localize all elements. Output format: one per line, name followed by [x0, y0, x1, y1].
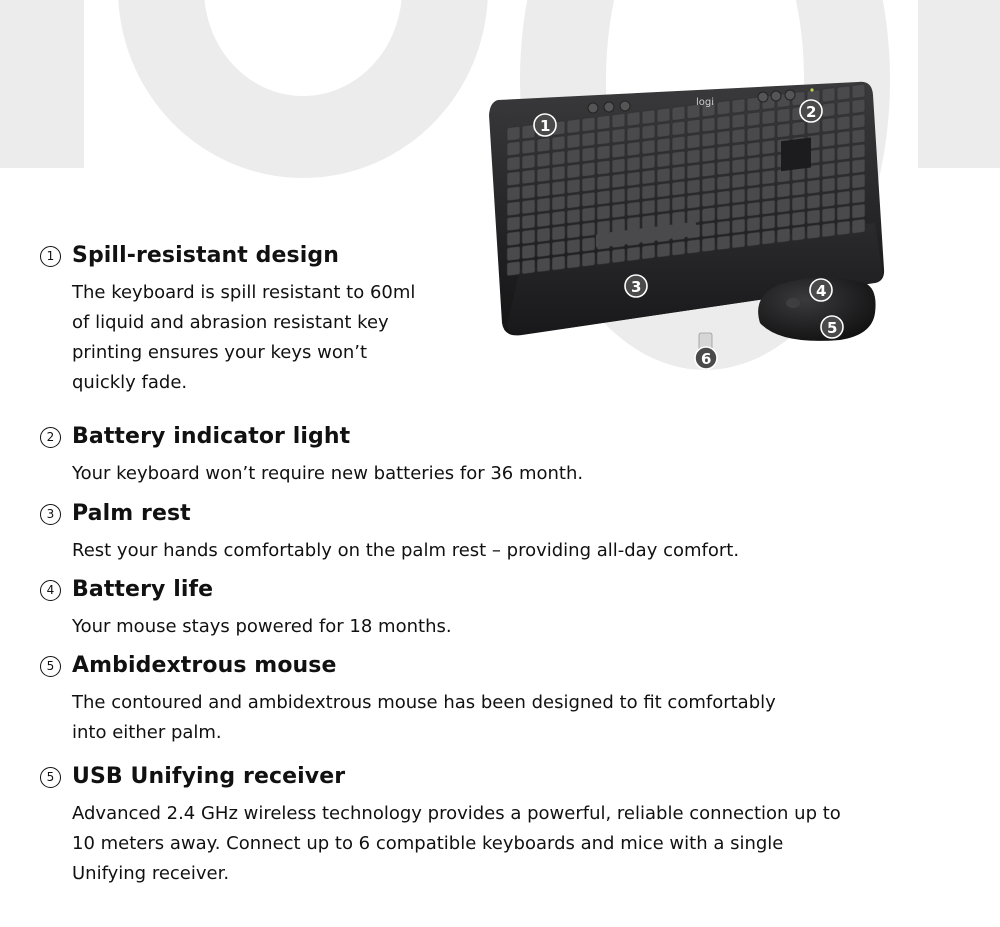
svg-text:6: 6 [701, 350, 712, 368]
feature-description: Your mouse stays powered for 18 months. [72, 616, 452, 637]
marker-4 [810, 279, 832, 301]
feature-description: Your keyboard won’t require new batteries for 36 month. [72, 463, 584, 484]
marker-5 [821, 316, 843, 338]
brand-logo: logi [696, 97, 715, 108]
feature-description: Rest your hands comfortably on the palm rest – providing all-day comfort. [72, 540, 740, 561]
svg-text:2: 2 [806, 103, 817, 121]
background-digit-right-edge [918, 0, 1000, 168]
feature-title: Battery life [72, 577, 214, 602]
feature-title: Ambidextrous mouse [72, 653, 337, 678]
product-image [480, 75, 900, 375]
feature-number: 2 [40, 427, 61, 448]
feature-description: The contoured and ambidextrous mouse has been designed to fit comfortably into either palm. [72, 692, 776, 743]
feature-number: 5 [40, 656, 61, 677]
marker-3 [625, 275, 647, 297]
feature-number: 5 [40, 767, 61, 788]
svg-text:3: 3 [631, 278, 642, 296]
feature-number: 4 [40, 580, 61, 601]
battery-indicator-light [810, 88, 813, 91]
scroll-wheel [786, 298, 800, 308]
feature-number: 1 [40, 246, 61, 267]
background-digit-zero-1 [118, 0, 488, 178]
feature-description: The keyboard is spill resistant to 60ml of liquid and abrasion resistant key printing ensures your keys won’t quickly fade. [72, 282, 416, 393]
feature-number: 3 [40, 504, 61, 525]
feature-title: Battery indicator light [72, 424, 351, 449]
svg-text:5: 5 [827, 319, 838, 337]
background-digit-one-left [0, 0, 84, 168]
feature-description: Advanced 2.4 GHz wireless technology provides a powerful, reliable connection up to 10 meters away. Connect up to 6 compatible keyboards and mice with a single Unifying receiver. [72, 803, 841, 884]
marker-1 [534, 114, 556, 136]
svg-text:1: 1 [540, 117, 551, 135]
marker-2 [800, 100, 822, 122]
marker-6 [695, 347, 717, 369]
feature-title: USB Unifying receiver [72, 764, 346, 789]
svg-text:4: 4 [816, 282, 827, 300]
feature-title: Spill-resistant design [72, 243, 339, 268]
feature-title: Palm rest [72, 501, 191, 526]
